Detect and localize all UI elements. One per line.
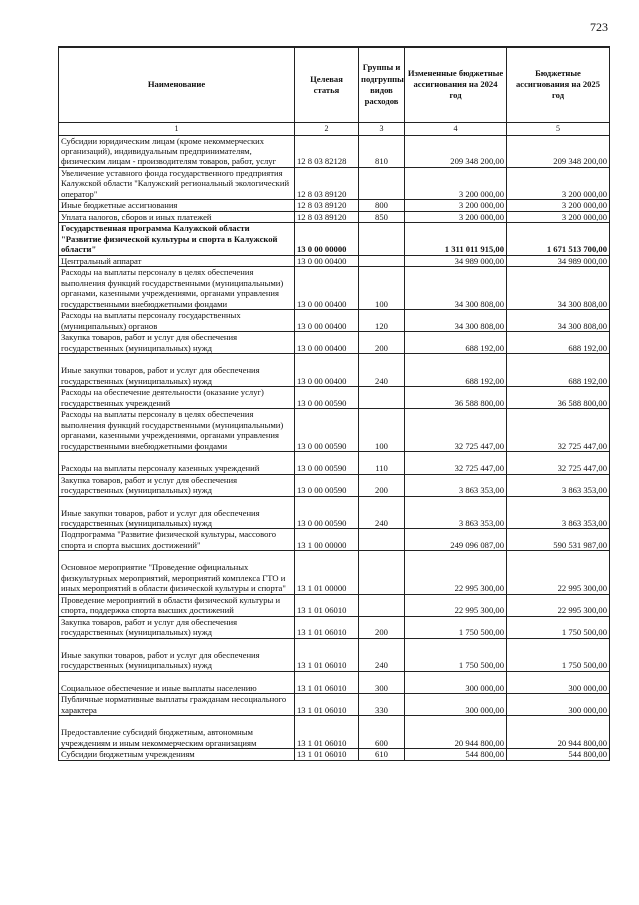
- row-amount-2024: 1 750 500,00: [405, 616, 507, 638]
- table-row: [59, 749, 610, 760]
- row-amount-2025: 1 671 513 700,00: [507, 223, 610, 255]
- row-target-article: 13 1 01 06010: [295, 671, 359, 693]
- row-name: Публичные нормативные выплаты гражданам несоциального характера: [59, 694, 295, 716]
- row-expense-group: 200: [359, 616, 405, 638]
- row-name: Уплата налогов, сборов и иных платежей: [59, 211, 295, 222]
- column-index: 3: [359, 122, 405, 135]
- row-amount-2024: 34 300 808,00: [405, 310, 507, 332]
- row-amount-2024: 3 863 353,00: [405, 496, 507, 529]
- row-name: Закупка товаров, работ и услуг для обеспечения государственных (муниципальных) нужд: [59, 616, 295, 638]
- table-row: [59, 135, 610, 167]
- table-row: [59, 616, 610, 638]
- row-expense-group: [359, 255, 405, 266]
- budget-table: [58, 46, 610, 761]
- table-row: [59, 310, 610, 332]
- row-target-article: 13 1 01 06010: [295, 716, 359, 749]
- row-amount-2024: 300 000,00: [405, 694, 507, 716]
- row-expense-group: [359, 551, 405, 594]
- row-amount-2025: 32 725 447,00: [507, 409, 610, 452]
- table-row: [59, 387, 610, 409]
- row-amount-2025: 3 200 000,00: [507, 167, 610, 199]
- row-amount-2025: 20 944 800,00: [507, 716, 610, 749]
- row-amount-2024: 688 192,00: [405, 354, 507, 387]
- row-amount-2025: 34 300 808,00: [507, 267, 610, 310]
- row-amount-2025: 209 348 200,00: [507, 135, 610, 167]
- row-amount-2024: 32 725 447,00: [405, 452, 507, 474]
- row-expense-group: 300: [359, 671, 405, 693]
- row-expense-group: 610: [359, 749, 405, 760]
- table-row: [59, 409, 610, 452]
- row-amount-2025: 300 000,00: [507, 694, 610, 716]
- row-expense-group: 200: [359, 474, 405, 496]
- row-target-article: 12 8 03 89120: [295, 200, 359, 211]
- column-index: 1: [59, 122, 295, 135]
- row-name: Расходы на выплаты персоналу в целях обеспечения выполнения функций государственными (муниципальными) органами, казенными учреждениями, органами управления государственными внебюджетными фондами: [59, 409, 295, 452]
- row-amount-2025: 1 750 500,00: [507, 616, 610, 638]
- row-amount-2024: 209 348 200,00: [405, 135, 507, 167]
- row-expense-group: [359, 387, 405, 409]
- row-expense-group: 100: [359, 267, 405, 310]
- row-target-article: 13 0 00 00590: [295, 496, 359, 529]
- row-amount-2024: 22 995 300,00: [405, 551, 507, 594]
- table-row: [59, 694, 610, 716]
- row-amount-2024: 32 725 447,00: [405, 409, 507, 452]
- row-target-article: 13 1 01 06010: [295, 749, 359, 760]
- row-name: Расходы на выплаты персоналу в целях обеспечения выполнения функций государственными (муниципальными) органами, казенными учреждениями, органами управления государственными внебюджетными фондами: [59, 267, 295, 310]
- row-amount-2024: 300 000,00: [405, 671, 507, 693]
- row-expense-group: 100: [359, 409, 405, 452]
- row-amount-2024: 544 800,00: [405, 749, 507, 760]
- table-row: [59, 496, 610, 529]
- row-expense-group: 200: [359, 332, 405, 354]
- row-amount-2025: 34 989 000,00: [507, 255, 610, 266]
- column-index-row: [59, 122, 610, 135]
- row-name: Государственная программа Калужской области "Развитие физической культуры и спорта в Калужской области": [59, 223, 295, 255]
- row-name: Иные закупки товаров, работ и услуг для обеспечения государственных (муниципальных) нужд: [59, 354, 295, 387]
- row-target-article: 13 0 00 00590: [295, 387, 359, 409]
- row-name: Подпрограмма "Развитие физической культуры, массового спорта и спорта высших достижений": [59, 529, 295, 551]
- row-expense-group: 240: [359, 354, 405, 387]
- row-target-article: 13 0 00 00400: [295, 255, 359, 266]
- row-name: Расходы на обеспечение деятельности (оказание услуг) государственных учреждений: [59, 387, 295, 409]
- row-amount-2025: 3 200 000,00: [507, 200, 610, 211]
- row-amount-2024: 20 944 800,00: [405, 716, 507, 749]
- row-amount-2025: 34 300 808,00: [507, 310, 610, 332]
- header-name: Наименование: [59, 47, 295, 122]
- row-amount-2025: 3 863 353,00: [507, 474, 610, 496]
- row-amount-2024: 22 995 300,00: [405, 594, 507, 616]
- table-row: [59, 332, 610, 354]
- row-amount-2025: 688 192,00: [507, 354, 610, 387]
- column-index: 4: [405, 122, 507, 135]
- row-target-article: 13 0 00 00400: [295, 310, 359, 332]
- row-amount-2024: 36 588 800,00: [405, 387, 507, 409]
- table-row: [59, 267, 610, 310]
- row-expense-group: [359, 223, 405, 255]
- row-name: Основное мероприятие "Проведение официальных физкультурных мероприятий, мероприятий комплекса ГТО и иных мероприятий в области физической культуры и спорта": [59, 551, 295, 594]
- table-row: [59, 211, 610, 222]
- header-target-article: Целевая статья: [295, 47, 359, 122]
- column-index: 2: [295, 122, 359, 135]
- row-target-article: 13 0 00 00400: [295, 354, 359, 387]
- table-row: [59, 716, 610, 749]
- row-name: Расходы на выплаты персоналу государственных (муниципальных) органов: [59, 310, 295, 332]
- row-target-article: 13 1 01 06010: [295, 594, 359, 616]
- row-amount-2025: 544 800,00: [507, 749, 610, 760]
- table-row: [59, 167, 610, 199]
- row-expense-group: [359, 594, 405, 616]
- header-allocations-2025: Бюджетные ассигнования на 2025 год: [507, 47, 610, 122]
- row-expense-group: 600: [359, 716, 405, 749]
- row-amount-2025: 1 750 500,00: [507, 638, 610, 671]
- row-expense-group: 330: [359, 694, 405, 716]
- row-expense-group: 810: [359, 135, 405, 167]
- row-amount-2024: 3 200 000,00: [405, 167, 507, 199]
- row-amount-2025: 32 725 447,00: [507, 452, 610, 474]
- row-target-article: 12 8 03 89120: [295, 167, 359, 199]
- row-name: Центральный аппарат: [59, 255, 295, 266]
- row-amount-2024: 1 311 011 915,00: [405, 223, 507, 255]
- row-name: Предоставление субсидий бюджетным, автономным учреждениям и иным некоммерческим организациям: [59, 716, 295, 749]
- table-row: [59, 354, 610, 387]
- row-target-article: 13 0 00 00400: [295, 332, 359, 354]
- row-target-article: 12 8 03 82128: [295, 135, 359, 167]
- page-number: 723: [590, 20, 608, 34]
- row-target-article: 13 1 01 00000: [295, 551, 359, 594]
- table-body: [59, 135, 610, 760]
- row-amount-2025: 22 995 300,00: [507, 551, 610, 594]
- table-row: [59, 594, 610, 616]
- row-target-article: 13 1 01 06010: [295, 694, 359, 716]
- row-name: Закупка товаров, работ и услуг для обеспечения государственных (муниципальных) нужд: [59, 332, 295, 354]
- row-expense-group: 800: [359, 200, 405, 211]
- row-amount-2024: 1 750 500,00: [405, 638, 507, 671]
- row-name: Закупка товаров, работ и услуг для обеспечения государственных (муниципальных) нужд: [59, 474, 295, 496]
- row-amount-2025: 590 531 987,00: [507, 529, 610, 551]
- row-expense-group: 240: [359, 496, 405, 529]
- row-name: Увеличение уставного фонда государственного предприятия Калужской области "Калужский региональный экологический оператор": [59, 167, 295, 199]
- row-amount-2024: 688 192,00: [405, 332, 507, 354]
- row-name: Социальное обеспечение и иные выплаты населению: [59, 671, 295, 693]
- table-row: [59, 223, 610, 255]
- row-target-article: 13 0 00 00590: [295, 474, 359, 496]
- row-target-article: 13 1 00 00000: [295, 529, 359, 551]
- row-amount-2025: 3 200 000,00: [507, 211, 610, 222]
- row-amount-2025: 300 000,00: [507, 671, 610, 693]
- row-amount-2025: 688 192,00: [507, 332, 610, 354]
- row-name: Иные закупки товаров, работ и услуг для обеспечения государственных (муниципальных) нужд: [59, 496, 295, 529]
- table-row: [59, 671, 610, 693]
- row-expense-group: [359, 529, 405, 551]
- row-expense-group: 120: [359, 310, 405, 332]
- row-name: Субсидии бюджетным учреждениям: [59, 749, 295, 760]
- table-row: [59, 200, 610, 211]
- row-target-article: 13 0 00 00000: [295, 223, 359, 255]
- row-name: Иные бюджетные ассигнования: [59, 200, 295, 211]
- row-amount-2024: 34 300 808,00: [405, 267, 507, 310]
- row-amount-2024: 249 096 087,00: [405, 529, 507, 551]
- row-expense-group: [359, 167, 405, 199]
- row-target-article: 13 0 00 00590: [295, 452, 359, 474]
- table-row: [59, 255, 610, 266]
- row-name: Субсидии юридическим лицам (кроме некоммерческих организаций), индивидуальным предпринимателям, физическим лицам - производителям товаров, работ, услуг: [59, 135, 295, 167]
- row-amount-2025: 22 995 300,00: [507, 594, 610, 616]
- table-row: [59, 638, 610, 671]
- table-row: [59, 474, 610, 496]
- row-amount-2024: 3 200 000,00: [405, 200, 507, 211]
- row-expense-group: 850: [359, 211, 405, 222]
- header-allocations-2024: Измененные бюджетные ассигнования на 2024 год: [405, 47, 507, 122]
- row-target-article: 12 8 03 89120: [295, 211, 359, 222]
- row-amount-2025: 3 863 353,00: [507, 496, 610, 529]
- row-amount-2024: 34 989 000,00: [405, 255, 507, 266]
- row-name: Иные закупки товаров, работ и услуг для обеспечения государственных (муниципальных) нужд: [59, 638, 295, 671]
- column-index: 5: [507, 122, 610, 135]
- row-name: Проведение мероприятий в области физической культуры и спорта, поддержка спорта высших достижений: [59, 594, 295, 616]
- row-amount-2024: 3 200 000,00: [405, 211, 507, 222]
- table-row: [59, 551, 610, 594]
- row-name: Расходы на выплаты персоналу казенных учреждений: [59, 452, 295, 474]
- table-row: [59, 529, 610, 551]
- row-expense-group: 240: [359, 638, 405, 671]
- table-header-row: [59, 47, 610, 122]
- row-target-article: 13 1 01 06010: [295, 638, 359, 671]
- table-row: [59, 452, 610, 474]
- row-target-article: 13 1 01 06010: [295, 616, 359, 638]
- header-expense-groups: Группы и подгруппы видов расходов: [359, 47, 405, 122]
- row-target-article: 13 0 00 00400: [295, 267, 359, 310]
- row-target-article: 13 0 00 00590: [295, 409, 359, 452]
- row-expense-group: 110: [359, 452, 405, 474]
- row-amount-2025: 36 588 800,00: [507, 387, 610, 409]
- row-amount-2024: 3 863 353,00: [405, 474, 507, 496]
